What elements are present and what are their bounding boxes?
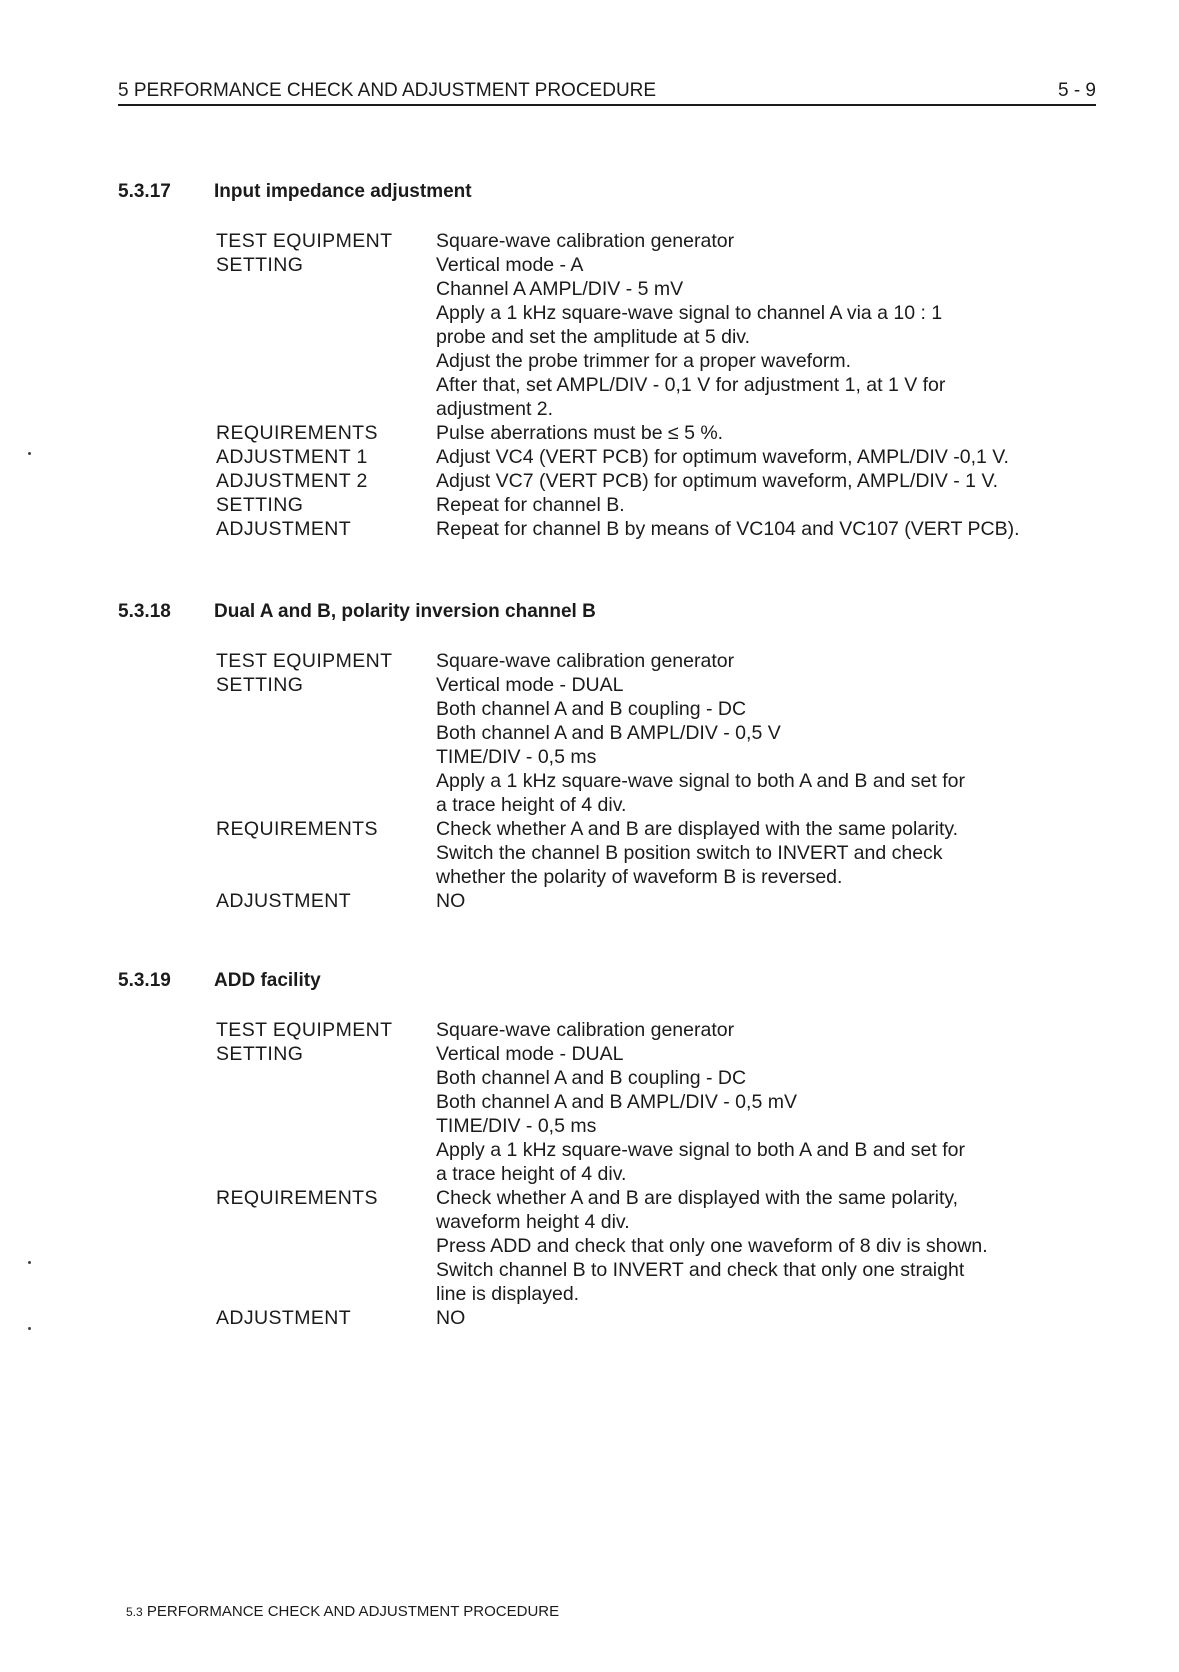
section-5-3-17 [118,181,1108,541]
section-heading [118,970,1108,996]
row-label: ADJUSTMENT 1 [216,446,368,468]
description-line: TIME/DIV - 0,5 ms [436,1115,597,1137]
procedure-table [216,229,1108,541]
header-title: 5 PERFORMANCE CHECK AND ADJUSTMENT PROCEDURE [118,80,657,101]
row-label: ADJUSTMENT [216,518,352,540]
description-line: whether the polarity of waveform B is reversed. [436,866,843,888]
row-description [436,1306,1108,1330]
procedure-row [216,229,1108,253]
row-label: ADJUSTMENT [216,1307,352,1329]
section-number: 5.3.18 [118,601,171,622]
procedure-row [216,1306,1108,1330]
description-line: a trace height of 4 div. [436,1163,627,1185]
procedure-row [216,1018,1108,1042]
description-line: Both channel A and B coupling - DC [436,1067,747,1089]
row-description [436,253,1108,421]
page-number: 5 - 9 [1057,80,1096,101]
description-line: Apply a 1 kHz square-wave signal to both A and B and set for [436,770,965,792]
row-description [436,493,1108,517]
scan-speck [28,1261,31,1264]
row-description [436,445,1108,469]
description-line: Adjust VC4 (VERT PCB) for optimum waveform, AMPL/DIV -0,1 V. [436,446,1009,468]
row-description [436,469,1108,493]
section-5-3-19 [118,970,1108,1330]
row-label: ADJUSTMENT 2 [216,470,368,492]
procedure-row [216,673,1108,817]
description-line: Square-wave calibration generator [436,1019,735,1041]
procedure-table [216,1018,1108,1330]
description-line: adjustment 2. [436,398,554,420]
row-label: SETTING [216,674,304,696]
description-line: Switch channel B to INVERT and check that only one straight [436,1259,965,1281]
scan-speck [28,452,31,455]
row-label: SETTING [216,494,304,516]
row-description [436,649,1108,673]
row-label: ADJUSTMENT [216,890,352,912]
description-line: Both channel A and B coupling - DC [436,698,747,720]
description-line: a trace height of 4 div. [436,794,627,816]
description-line: Channel A AMPL/DIV - 5 mV [436,278,684,300]
description-line: Switch the channel B position switch to INVERT and check [436,842,943,864]
row-description [436,673,1108,817]
section-title: Input impedance adjustment [214,181,472,202]
row-label: REQUIREMENTS [216,422,378,444]
procedure-row [216,1186,1108,1306]
description-line: Apply a 1 kHz square-wave signal to channel A via a 10 : 1 [436,302,943,324]
procedure-row [216,445,1108,469]
description-line: waveform height 4 div. [436,1211,630,1233]
procedure-row [216,493,1108,517]
section-number: 5.3.17 [118,181,171,202]
section-number: 5.3.19 [118,970,171,991]
description-line: probe and set the amplitude at 5 div. [436,326,751,348]
description-line: After that, set AMPL/DIV - 0,1 V for adjustment 1, at 1 V for [436,374,946,396]
description-line: Both channel A and B AMPL/DIV - 0,5 V [436,722,781,744]
row-description [436,1018,1108,1042]
page-footer [126,1603,559,1620]
row-description [436,1042,1108,1186]
description-line: Pulse aberrations must be ≤ 5 %. [436,422,724,444]
procedure-row [216,253,1108,421]
description-line: Both channel A and B AMPL/DIV - 0,5 mV [436,1091,797,1113]
footer-section-number: 5.3 [126,1605,143,1619]
section-5-3-18 [118,601,1108,913]
description-line: Apply a 1 kHz square-wave signal to both A and B and set for [436,1139,965,1161]
description-line: Adjust the probe trimmer for a proper waveform. [436,350,852,372]
description-line: Repeat for channel B. [436,494,625,516]
scan-speck [28,1327,31,1330]
procedure-row [216,649,1108,673]
row-description [436,517,1108,541]
procedure-row [216,517,1108,541]
row-label: REQUIREMENTS [216,818,378,840]
procedure-row [216,421,1108,445]
description-line: Square-wave calibration generator [436,650,735,672]
description-line: Vertical mode - DUAL [436,1043,624,1065]
row-description [436,817,1108,889]
row-description [436,229,1108,253]
footer-title: PERFORMANCE CHECK AND ADJUSTMENT PROCEDURE [146,1603,560,1620]
description-line: NO [436,890,466,912]
description-line: Check whether A and B are displayed with the same polarity. [436,818,959,840]
section-heading [118,601,1108,627]
procedure-row [216,817,1108,889]
row-label: TEST EQUIPMENT [216,650,393,672]
row-label: SETTING [216,254,304,276]
row-label: TEST EQUIPMENT [216,1019,393,1041]
section-heading [118,181,1108,207]
section-title: ADD facility [214,970,321,991]
description-line: Adjust VC7 (VERT PCB) for optimum waveform, AMPL/DIV - 1 V. [436,470,999,492]
description-line: Press ADD and check that only one waveform of 8 div is shown. [436,1235,988,1257]
description-line: line is displayed. [436,1283,580,1305]
description-line: Vertical mode - DUAL [436,674,624,696]
description-line: Check whether A and B are displayed with the same polarity, [436,1187,959,1209]
row-description [436,421,1108,445]
procedure-row [216,889,1108,913]
page-header [118,80,1096,106]
procedure-row [216,469,1108,493]
description-line: TIME/DIV - 0,5 ms [436,746,597,768]
section-title: Dual A and B, polarity inversion channel B [214,601,596,622]
row-description [436,1186,1108,1306]
description-line: NO [436,1307,466,1329]
procedure-table [216,649,1108,913]
procedure-row [216,1042,1108,1186]
description-line: Vertical mode - A [436,254,584,276]
row-label: TEST EQUIPMENT [216,230,393,252]
description-line: Square-wave calibration generator [436,230,735,252]
description-line: Repeat for channel B by means of VC104 and VC107 (VERT PCB). [436,518,1020,540]
row-label: SETTING [216,1043,304,1065]
row-label: REQUIREMENTS [216,1187,378,1209]
row-description [436,889,1108,913]
